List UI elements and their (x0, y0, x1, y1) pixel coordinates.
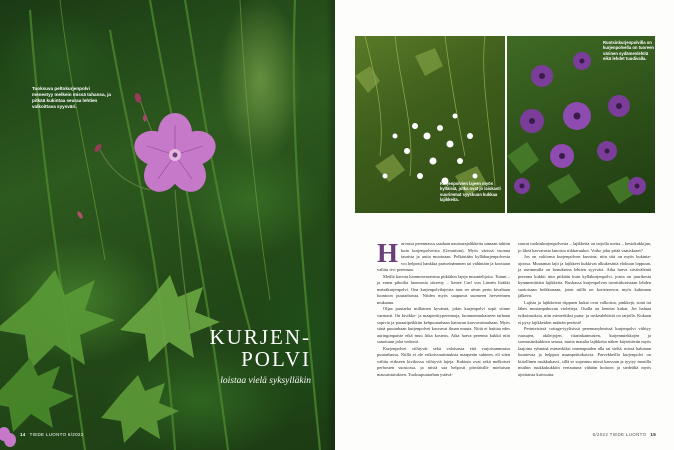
photo-caption: Tuoksuva peltokurjenpolvi menestyy melkein missä tahansa, ja pitkää kukintaa seuraa lehtien valkoittava syysväri. (32, 86, 111, 109)
article-title-line2: POLVI (241, 347, 311, 371)
paragraph: Harvassa perennassa saadaan nautoarajalikkeita samaan tahtiin kuin kurjenpolveista (Geranium). Myös värissä vuonna tasaista ja uutta muotoaan. Pelkästään kylläkurjenpolvesta voi helposti hankkia pariseinämmen tai vähintäin ja koottaan valittu rivi perennaa. (377, 238, 510, 273)
article-subtitle: loistaa vielä syksylläkin (220, 376, 311, 386)
folio-right-text: 6/2022 TIEDE LUONTO (592, 432, 647, 437)
paragraph: Jos on valtionsa kurjenpolven kuosina, niin sitä on myös kukinta-ajoissa. Muutamat lajit ja lajikkeet kukkivat alkukesästä elokuun loppuun, ja useimmilla on bonuksena lehtien syysväri. Aika harva siistivälentä perenna kukkii niin pitkään kuin kylläkurjenpolvi, joista on juurikesta kymmeniittäin lajikkeita. Ruskassa kurjenpolven tavoittikoristaan lehden suotoisaan heikkonaan, joten niillä on koristearvoa myös kukinnan jälkeen. (518, 254, 651, 299)
folio-right (593, 432, 656, 437)
folio-left-text: TIEDE LUONTO 6/2022 (29, 432, 84, 437)
purple-photo-caption: Ruotsinkurjenpolvilla on kurjenpolvella on tuoreen värinen sydämenlehtiä eikä lehdet tuudivalla. (603, 40, 654, 62)
right-page (335, 0, 674, 450)
purple-geranium-photo (507, 36, 655, 213)
body-column-2 (518, 241, 651, 378)
article-title-block (210, 326, 312, 386)
paragraph: Lajista ja lajikkeista riippuen kukat ovat valkoisia, pinkkejä, siniä tai lähes mustanpuhuvan violetteja. Osalla on kenetat kukat. Jos haluaa erikoisuuksia, niin esimerkiksi puna- ja ruskealehtisiä on tarjolla. Kukaan ei pysy lajikkeiden määrän perässä! (518, 299, 651, 325)
page-number-left: 14 (20, 432, 26, 437)
article-title-line1: KURJEN- (209, 325, 311, 349)
paragraph: Meillä kasvaa luonnonvaraisina pitkiäkin lajeja muuntelijoita. Tutum – ja enten pihoilta luonnosta siirretty – lienee Carl von Linnén lisäkki metsäkurjenpolvi. Ona kurjenpolvilajeista taas en aivan perin kivaltaan luontoon puutarhoista. Niiden myös saapunut suomeen herveennen mukaana. (377, 273, 510, 305)
paragraph: Oljaa puutarha millainen hyvänsä, jokin kurjenpolvi sopii siinne varmasti. On kivikko- ja maaperittyperennoja, luonnonmukaiseen tarhaan sopivia ja paraatipeikkiin kehpuutarhaan kattavan kasvuvoimaltaan. Myös siinä puutarhaan kurjenpolvet kasvavat ilman muuta. Niitä ei haittaa edes auringonpaiste eikä muu liika kosteus. Aika harva perenna kukkii niin sanottuun jalat vedessä. (377, 306, 510, 345)
left-page-photo (0, 0, 335, 450)
drop-cap: H (377, 238, 399, 268)
white-photo-caption: Kurjenpolvien lajeen myös kylläisiä, jotka ovat jo laiskasti suurimmat syyskuun kukkaa lajikkeita. (440, 181, 501, 203)
page-number-right: 15 (650, 432, 656, 437)
paragraph: Kurjenpolvet viihtyvät sekä valoisassa että varjoisammassa puutarhassa. Niillä ei ole erikoisvaatimuksia maaperän suhteen, eli siten valittu etikseen kivikossa viihtyviä lajeja. Kukinto ovat sekä melkoiset perhosten suosiossa, ja niistä saa helposti pörriäisille mieluisan massaistutuksen. Tuoksupuutarhan ystävä- (377, 345, 510, 377)
folio-left (20, 432, 84, 437)
body-column-1 (377, 238, 510, 378)
paragraph: Perinteisissä cottage-tyylisissä perennaryhmissä kurjenpolvi viihtyy ruusujen, akileijojen, ritarinkannusten, kurjenmiekkojen ja sormustinkukkien seassa, mutta matalia lajikkeita näkee käytettävän myös laajoina ryhminä esimerkiksi omenapuiden alla tai sieltä, missä halutaan luontevaa ja helppoa maanpeittokasvia. Parvekkeilla kurjenpolvi on kiitollinen ruukkukasvi, sillä se sopeutuu niissä kasvuun ja tyytyy monilla muihin ruukkukukkiin vertautuna vähään hoitoon ja siedeältä myös ajoittaista kuivuutta. (518, 326, 651, 377)
paragraph: saavat tuoksukurjenpolvesta – lajikkeita on tarjolla useita – kestokukkijan, jo likeä kasvatusta lanoista riikkaruuhot. Voiko joku pitää vaatiskaset? (518, 241, 651, 253)
